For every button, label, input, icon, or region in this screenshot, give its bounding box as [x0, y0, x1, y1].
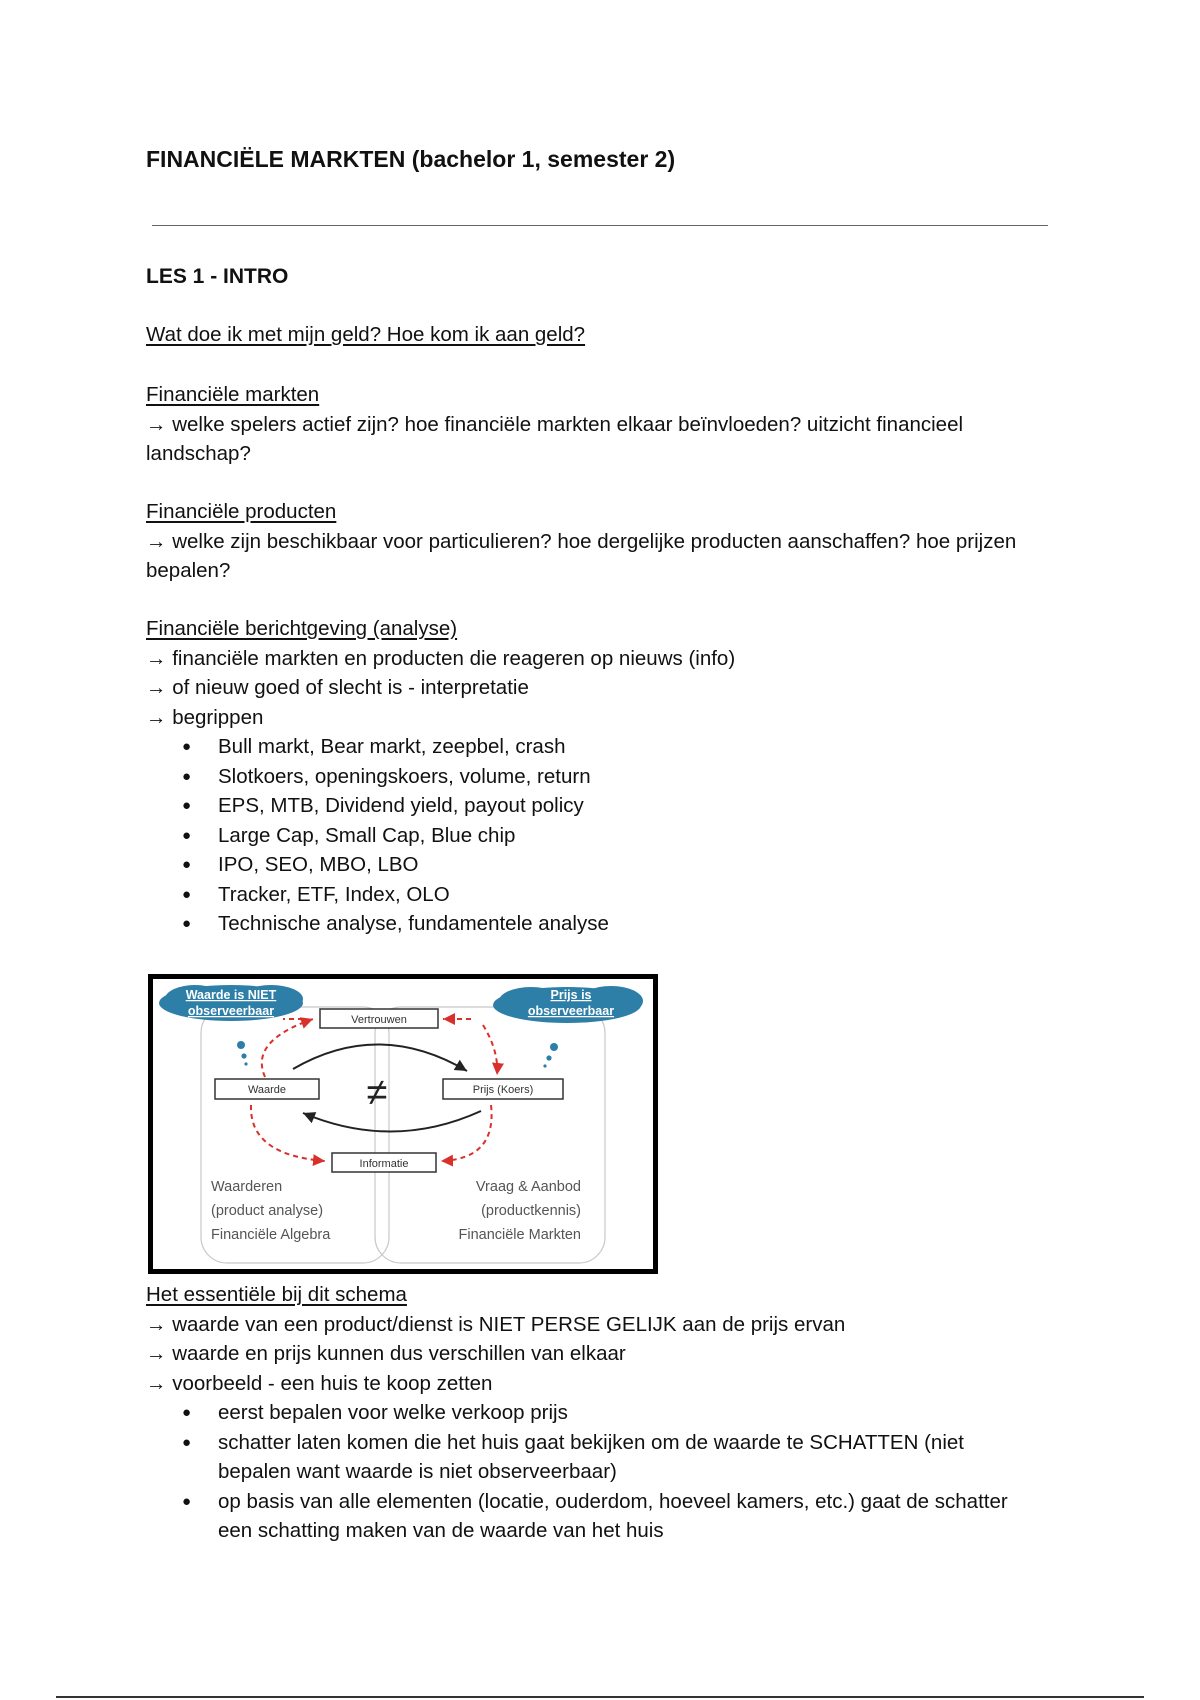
section-line: → voorbeeld - een huis te koop zetten — [146, 1371, 493, 1395]
list-item: ● Large Cap, Small Cap, Blue chip — [146, 821, 1046, 851]
not-equal-symbol: ≠ — [366, 1072, 388, 1114]
section-products — [146, 497, 1046, 586]
section-line: → financiële markten en producten die reageren op nieuws (info) — [146, 646, 736, 670]
cloud-right-line2: observeerbaar — [527, 1004, 615, 1018]
value-price-diagram — [148, 974, 658, 1274]
example-list — [146, 1398, 1026, 1546]
box-vertrouwen-label: Vertrouwen — [351, 1014, 407, 1026]
right-caption-line2: (productkennis) — [481, 1203, 581, 1219]
cloud-right-line1: Prijs is — [550, 988, 592, 1002]
list-item: ● IPO, SEO, MBO, LBO — [146, 850, 1046, 880]
box-waarde-label: Waarde — [247, 1084, 287, 1096]
list-item: ● Bull markt, Bear markt, zeepbel, crash — [146, 732, 1046, 762]
section-essence — [146, 1280, 1046, 1546]
list-item: ● op basis van alle elementen (locatie, ouderdom, hoeveel kamers, etc.) gaat de schatter een schatting maken van de waarde van het huis — [146, 1487, 1026, 1546]
box-waarde — [215, 1079, 319, 1099]
box-prijs — [443, 1079, 563, 1099]
section-heading: Financiële berichtgeving (analyse) — [146, 617, 458, 640]
box-vertrouwen — [320, 1009, 438, 1028]
section-line: → waarde en prijs kunnen dus verschillen van elkaar — [146, 1342, 626, 1365]
cloud-left — [159, 985, 303, 1021]
dashed-arrow-vertrouwen-prijs — [483, 1025, 497, 1075]
section-heading: Financiële producten — [146, 500, 337, 523]
intro-question: Wat doe ik met mijn geld? Hoe kom ik aan geld? — [146, 323, 586, 346]
horizontal-divider — [152, 225, 1048, 226]
right-frame — [375, 1007, 605, 1263]
concepts-list — [146, 732, 1046, 939]
section-line: → welke zijn beschikbaar voor particulieren? hoe dergelijke producten aanschaffen? hoe prijzen bepalen? — [146, 529, 1017, 582]
dashed-arrow-waarde-vertrouwen — [262, 1019, 313, 1077]
section-heading: Financiële markten — [146, 383, 320, 406]
left-caption-line3: Financiële Algebra — [211, 1227, 331, 1243]
arrow-price-to-value — [303, 1111, 481, 1132]
arrow-value-to-price — [293, 1044, 467, 1071]
bottom-divider — [56, 1696, 1144, 1698]
diagram-svg — [153, 979, 653, 1269]
section-markets — [146, 380, 1046, 469]
section-line: → of nieuw goed of slecht is - interpretatie — [146, 676, 529, 699]
cloud-left-line1: Waarde is NIET — [185, 988, 277, 1002]
section-news — [146, 614, 1046, 939]
list-item: ● schatter laten komen die het huis gaat bekijken om de waarde te SCHATTEN (niet bepalen want waarde is niet observeerbaar) — [146, 1428, 1026, 1487]
right-caption-line1: Vraag & Aanbod — [475, 1179, 581, 1195]
section-line: → begrippen — [146, 705, 264, 729]
left-caption-line2: (product analyse) — [211, 1203, 324, 1219]
box-informatie-label: Informatie — [359, 1158, 409, 1170]
list-item: ● Tracker, ETF, Index, OLO — [146, 880, 1046, 910]
left-caption-line1: Waarderen — [211, 1179, 283, 1195]
list-item: ● eerst bepalen voor welke verkoop prijs — [146, 1398, 1026, 1428]
list-item: ● Technische analyse, fundamentele analyse — [146, 909, 1046, 939]
cloud-left-line2: observeerbaar — [187, 1004, 275, 1018]
dashed-arrow-prijs-informatie — [441, 1105, 492, 1161]
section-heading: Het essentiële bij dit schema — [146, 1283, 407, 1306]
cloud-right — [493, 986, 643, 1023]
section-line: → waarde van een product/dienst is NIET PERSE GELIJK aan de prijs ervan — [146, 1312, 846, 1336]
right-caption-line3: Financiële Markten — [458, 1227, 581, 1243]
document-title: FINANCIËLE MARKTEN (bachelor 1, semester 2) — [146, 146, 676, 172]
dashed-arrow-waarde-informatie — [251, 1105, 325, 1161]
box-prijs-label: Prijs (Koers) — [472, 1084, 534, 1096]
lesson-heading: LES 1 - INTRO — [146, 265, 289, 288]
box-informatie — [332, 1153, 436, 1172]
section-line: → welke spelers actief zijn? hoe financiële markten elkaar beïnvloeden? uitzicht financieel landschap? — [146, 412, 964, 465]
list-item: ● EPS, MTB, Dividend yield, payout policy — [146, 791, 1046, 821]
list-item: ● Slotkoers, openingskoers, volume, return — [146, 762, 1046, 792]
